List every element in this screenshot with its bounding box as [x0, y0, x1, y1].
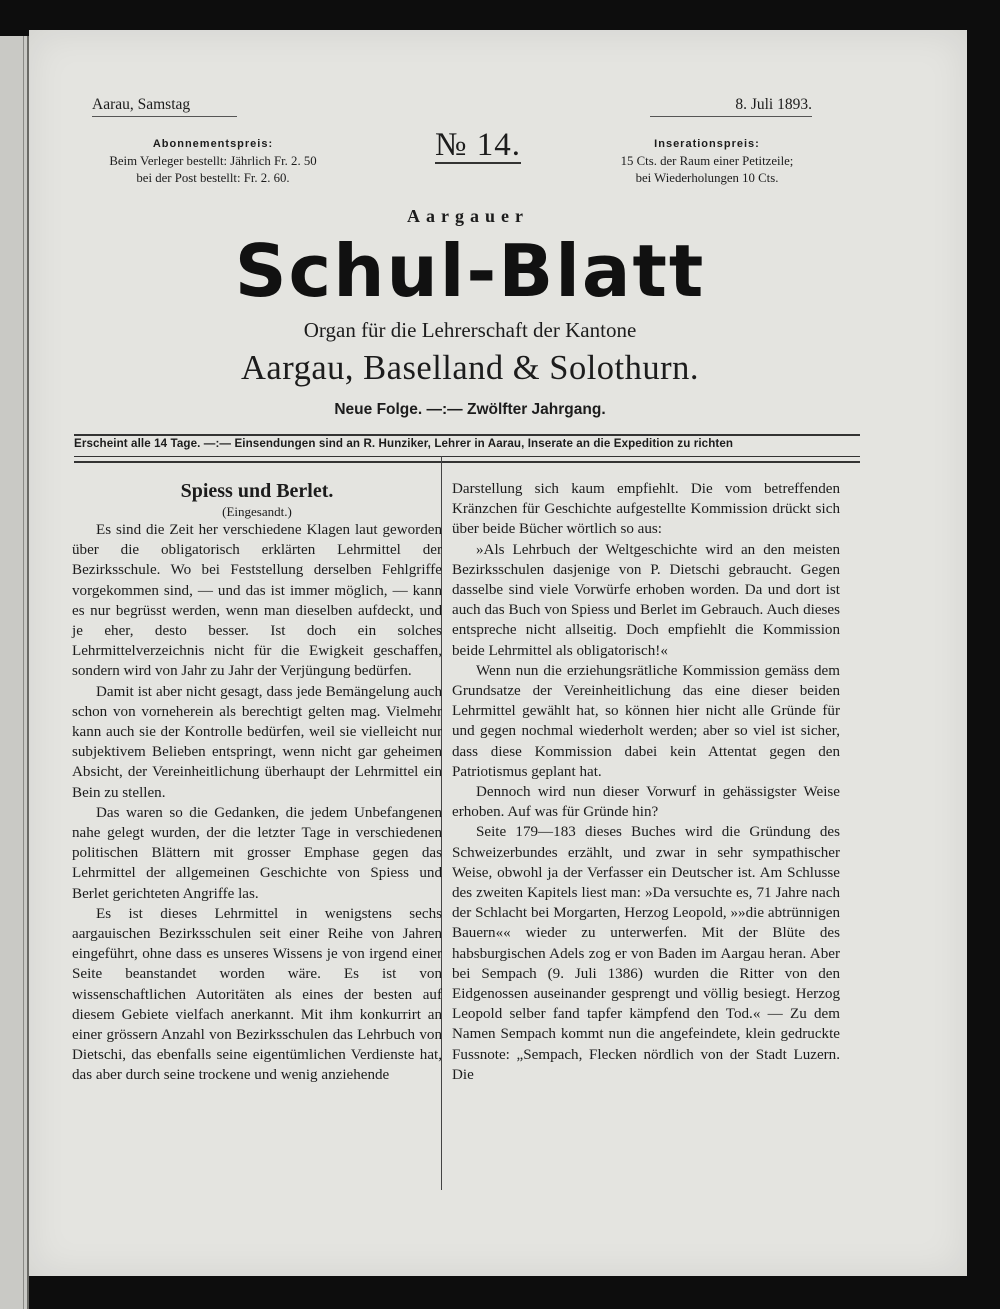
article-paragraph: Darstellung sich kaum empfiehlt. Die vom betreffenden Kränzchen für Geschichte aufgestellte Kommission drückt sich über beide Bücher wörtlich so aus:	[452, 481, 840, 538]
place-day: Aarau, Samstag	[92, 96, 237, 117]
subscription-price-line: bei der Post bestellt: Fr. 2. 60.	[136, 171, 290, 185]
advert-price-title: Inserationspreis:	[654, 138, 760, 150]
subscription-price-line: Beim Verleger bestellt: Jährlich Fr. 2. 50	[109, 154, 317, 168]
header-rule	[74, 434, 860, 436]
masthead-series: Neue Folge. —:— Zwölfter Jahrgang.	[334, 401, 606, 418]
article-paragraph: Seite 179—183 dieses Buches wird die Gründung des Schweizerbundes erzählt, und zwar in sehr sympathischer Weise, obwohl ja der Verfasser ein Deutscher ist. Am Schlusse des zweiten Kapitels liest man: »Da versuchte es, 71 Jahre nach der Schlacht bei Morgarten, Herzog Leopold, »»die abtrünnigen Bauern«« wieder zu unterwerfen. Mit der Blüte des habsburgischen Adels zog er von Baden im Aargau heran. Aber bei Sempach (9. Juli 1386) wurden die Ritter von den Eidgenossen auseinander gesprengt und völlig besiegt. Herzog Leopold selber fand tapfer kämpfend den Tod.« — Zu dem Namen Sempach kommt nun die angefeindete, klein gedruckte Fussnote: „Sempach, Flecken nördlich von der Stadt Luzern. Die	[452, 824, 840, 1083]
article-subtitle: (Eingesandt.)	[222, 504, 292, 519]
subscription-price-title: Abonnementspreis:	[152, 138, 274, 150]
article-paragraph: »Als Lehrbuch der Weltgeschichte wird an den meisten Bezirksschulen dasjenige von P. Dietschi gebraucht. Gegen dasselbe sind viele Vorwürfe erhoben worden. Da und dort ist auch das Buch von Spiess und Berlet im Gebrauch. Auch dieses entspreche nicht allseitig. Doch empfiehlt die Kommission beide Lehrmittel als obligatorisch!«	[452, 541, 840, 659]
masthead-organ: Organ für die Lehrerschaft der Kantone	[303, 318, 637, 342]
advert-price-line: bei Wiederholungen 10 Cts.	[635, 171, 779, 185]
article-paragraph: Es sind die Zeit her verschiedene Klagen laut geworden über die obligatorisch erklärten Lehrmittel der Bezirksschule. Wo bei Feststellung derselben Fehlgriffe vorgekommen sind, — und das ist immer möglich, — kann es nur begrüsst werden, wenn man dieselben aufdeckt, und je eher, desto besser. Ist doch ein solches Lehrmittelverzeichnis nicht für die Ewigkeit geschaffen, sondern wird von Jahr zu Jahr der Verjüngung bedürfen.	[72, 522, 442, 680]
issue-number: № 14.	[435, 127, 521, 163]
previous-page-edge	[0, 36, 29, 1309]
article-paragraph: Das waren so die Gedanken, die jedem Unbefangenen nahe gelegt wurden, der die letzter Tage in verschiedenen politischen Blättern mit grosser Emphase gegen das Lehrmittel der allgemeinen Geschichte von Spiess und Berlet gerichteten Angriffe las.	[72, 804, 442, 902]
issue-date: 8. Juli 1893.	[650, 96, 812, 117]
article-paragraph: Dennoch wird nun dieser Vorwurf in gehässigster Weise erhoben. Auf was für Gründe hin?	[452, 784, 840, 821]
subscription-price	[74, 136, 352, 187]
masthead-title: Schul-Blatt	[234, 229, 706, 313]
article-column-left	[72, 479, 442, 1086]
article-title: Spiess und Berlet.	[180, 480, 334, 502]
article-paragraph: Es ist dieses Lehrmittel in wenigstens sechs aargauischen Bezirksschulen seit einer Reihe von Jahren eingeführt, ohne dass es unseres Wissens je von irgend einer Seite beanstandet worden wäre. Es ist von wissenschaftlichen Autoritäten als eines der besten auf diesem Gebiete vielfach anerkannt. Mit ihm konkurrirt an einer grössern Anzahl von Bezirksschulen das Lehrbuch von Dietschi, das ebenfalls seine eigentümlichen Verdienste hat, das aber durch seine trockene und wenig anziehende	[72, 905, 442, 1084]
article-paragraph: Damit ist aber nicht gesagt, dass jede Bemängelung auch schon von vorneherein als berechtigt gelten mag. Vielmehr kann auch sie der Kontrolle bedürfen, weil sie vielleicht nur subjektivem Belieben entspringt, wenn nicht gar geheimen Absicht, der Vereinheitlichung überhaupt der Lehrmittel ein Bein zu stellen.	[72, 683, 442, 801]
header-double-rule	[74, 456, 860, 463]
article-column-right	[452, 479, 840, 1085]
masthead-cantons: Aargau, Baselland & Solothurn.	[240, 349, 699, 387]
advert-price-line: 15 Cts. der Raum einer Petitzeile;	[620, 154, 794, 168]
masthead-pretitle: Aargauer	[407, 206, 529, 226]
advert-price	[584, 136, 830, 187]
publication-notice: Erscheint alle 14 Tage. —:— Einsendungen sind an R. Hunziker, Lehrer in Aarau, Inserate an die Expedition zu richten	[74, 437, 734, 450]
article-paragraph: Wenn nun die erziehungsrätliche Kommission gemäss dem Grundsatze der Vereinheitlichung das eine dieser beiden Lehrmittel gewählt hat, so können hier nicht alle Gründe für und gegen nochmal wiederholt werden; aber so viel ist sicher, dass diese Kommission dabei kein Attentat gegen den Patriotismus geplant hat.	[452, 662, 840, 780]
